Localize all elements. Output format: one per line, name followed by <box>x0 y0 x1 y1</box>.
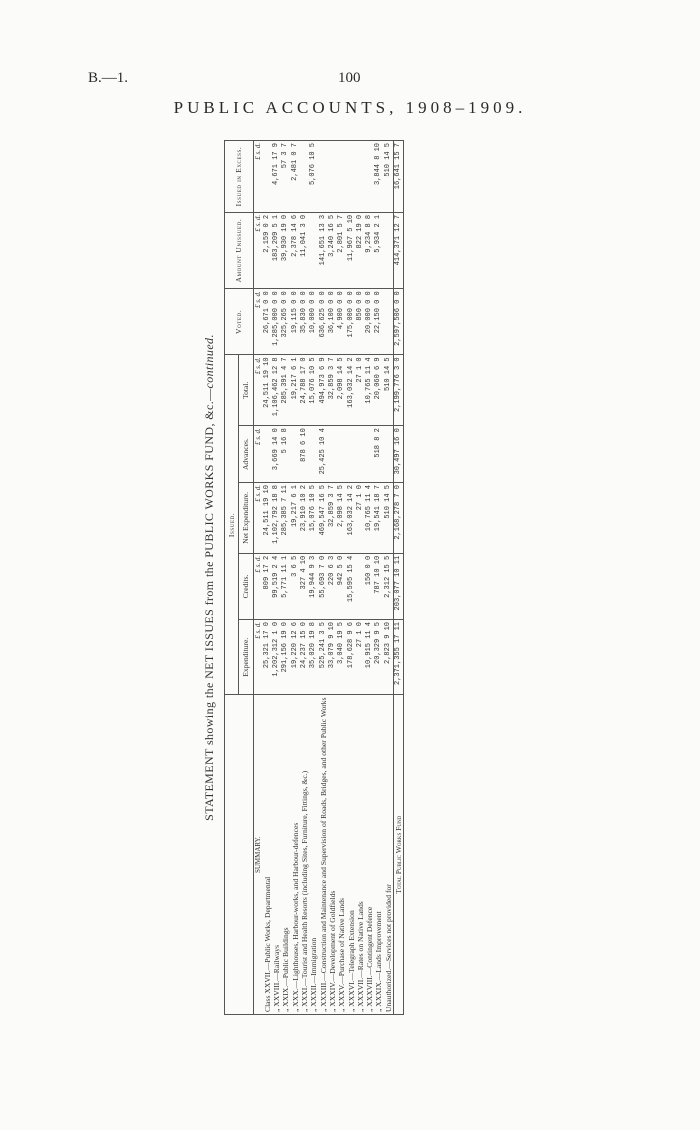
cell-credits: 809 17 2 <box>263 553 272 619</box>
cell-excess <box>328 141 337 213</box>
cell-advances <box>356 426 365 483</box>
cell-advances <box>309 426 318 483</box>
table-row <box>328 141 337 1015</box>
cell-excess: 510 14 5 <box>384 141 394 213</box>
cell-excess <box>356 141 365 213</box>
table-row <box>356 141 365 1015</box>
total-credits: 203,077 10 11 <box>394 553 404 619</box>
cell-credits: 787 10 10 <box>374 553 383 619</box>
cell-net: 24,511 19 10 <box>263 483 272 554</box>
cell-excess: 3,844 8 10 <box>374 141 383 213</box>
cell-advances <box>347 426 356 483</box>
cell-unissued: 2,801 5 7 <box>337 212 346 288</box>
row-label: Class XXVII.—Public Works, Departmental <box>263 695 272 1015</box>
table-row <box>347 141 356 1015</box>
cell-total: 1,106,462 12 8 <box>272 355 281 426</box>
cell-credits: 19,944 9 3 <box>309 553 318 619</box>
cell-expenditure: 2,823 9 10 <box>384 619 394 694</box>
cell-net: 32,859 3 7 <box>328 483 337 554</box>
cell-unissued: 9,234 8 8 <box>365 212 374 288</box>
header-advances: Advances. <box>239 426 253 483</box>
cell-unissued <box>309 212 318 288</box>
row-label: „ XXXVI.—Telegraph Extension <box>347 695 356 1015</box>
cell-voted: 4,900 0 0 <box>337 289 346 355</box>
statement-caption <box>202 140 217 1015</box>
cell-total: 10,765 11 4 <box>365 355 374 426</box>
cell-net: 469,547 16 5 <box>319 483 328 554</box>
cell-expenditure: 525,241 3 5 <box>319 619 328 694</box>
cell-total: 163,032 14 2 <box>347 355 356 426</box>
cell-credits: 15,595 15 4 <box>347 553 356 619</box>
cell-advances: 3,669 14 0 <box>272 426 281 483</box>
cell-voted: 20,000 0 0 <box>365 289 374 355</box>
cell-credits: 327 4 10 <box>300 553 309 619</box>
header-issued: Issued. <box>225 355 239 695</box>
cell-total: 27 1 0 <box>356 355 365 426</box>
row-label: „ XXXVII.—Rates on Native Lands <box>356 695 365 1015</box>
cell-excess <box>347 141 356 213</box>
cell-voted: 175,000 0 0 <box>347 289 356 355</box>
cell-total: 19,217 6 1 <box>291 355 300 426</box>
cell-credits: 3 6 5 <box>291 553 300 619</box>
row-label: „ XXX.—Lighthouses, Harbour-works, and Harbour-defences <box>291 695 300 1015</box>
cell-voted: 1,285,000 0 0 <box>272 289 281 355</box>
cell-advances <box>328 426 337 483</box>
statement-caption-continued: continued. <box>202 334 216 389</box>
cell-voted: 35,830 0 0 <box>300 289 309 355</box>
cell-expenditure: 10,915 11 4 <box>365 619 374 694</box>
cell-net: 27 1 0 <box>356 483 365 554</box>
row-label: „ XXXVIII.—Contingent Defence <box>365 695 374 1015</box>
total-advances: 30,497 16 0 <box>394 426 404 483</box>
cell-voted: 10,000 0 0 <box>309 289 318 355</box>
cell-total: 24,511 19 10 <box>263 355 272 426</box>
cell-expenditure: 178,628 9 6 <box>347 619 356 694</box>
cell-credits: 220 6 3 <box>328 553 337 619</box>
units-row <box>253 141 263 1015</box>
units-cell: £ s. d. <box>253 483 263 554</box>
cell-unissued: 39,930 19 0 <box>281 212 290 288</box>
row-label: „ XXXI.—Tourist and Health Resorts (including Sites, Furniture, Fittings, &c.) <box>300 695 309 1015</box>
cell-advances <box>337 426 346 483</box>
total-expenditure: 2,371,355 17 11 <box>394 619 404 694</box>
cell-credits: 150 0 0 <box>365 553 374 619</box>
header-credits: Credits. <box>239 553 253 619</box>
header-expenditure: Expenditure. <box>239 619 253 694</box>
cell-advances: 5 16 8 <box>281 426 290 483</box>
cell-voted <box>384 289 394 355</box>
cell-voted: 19,115 0 0 <box>291 289 300 355</box>
cell-expenditure: 25,321 17 0 <box>263 619 272 694</box>
cell-expenditure: 291,156 19 0 <box>281 619 290 694</box>
cell-excess <box>365 141 374 213</box>
cell-voted: 850 0 0 <box>356 289 365 355</box>
cell-excess: 5,076 10 5 <box>309 141 318 213</box>
cell-unissued: 2,159 0 2 <box>263 212 272 288</box>
cell-excess: 57 3 7 <box>281 141 290 213</box>
cell-voted: 325,265 0 0 <box>281 289 290 355</box>
total-row <box>394 141 404 1015</box>
cell-expenditure: 19,220 12 6 <box>291 619 300 694</box>
table-row <box>263 141 272 1015</box>
table-row <box>384 141 394 1015</box>
cell-expenditure: 1,202,312 1 0 <box>272 619 281 694</box>
total-net: 2,168,278 7 0 <box>394 483 404 554</box>
cell-expenditure: 35,020 19 8 <box>309 619 318 694</box>
cell-expenditure: 3,040 19 5 <box>337 619 346 694</box>
row-label: „ XXXV.—Purchase of Native Lands <box>337 695 346 1015</box>
cell-unissued: 11,967 5 10 <box>347 212 356 288</box>
table-row <box>337 141 346 1015</box>
cell-net: 285,385 7 11 <box>281 483 290 554</box>
header-issued-in-excess: Issued in Excess. <box>225 141 254 213</box>
units-cell: £ s. d. <box>253 619 263 694</box>
statement-caption-main: STATEMENT showing the NET ISSUES from the PUBLIC WORKS FUND, &c.— <box>202 388 216 821</box>
cell-excess <box>263 141 272 213</box>
cell-net: 1,102,792 18 8 <box>272 483 281 554</box>
cell-excess <box>300 141 309 213</box>
units-cell: £ s. d. <box>253 212 263 288</box>
total-label: Total Public Works Fund <box>394 695 404 1015</box>
total-excess: 16,641 15 7 <box>394 141 404 213</box>
header-amount-unissued: Amount Unissued. <box>225 212 254 288</box>
row-label: „ XXXII.—Immigration <box>309 695 318 1015</box>
header-voted: Voted. <box>225 289 254 355</box>
cell-total: 32,859 3 7 <box>328 355 337 426</box>
cell-unissued: 11,041 3 0 <box>300 212 309 288</box>
rotated-statement-region <box>200 140 490 1015</box>
table-row <box>300 141 309 1015</box>
row-label: „ XXXIII.—Construction and Maintenance and Supervision of Roads, Bridges, and other Public Works <box>319 695 328 1015</box>
cell-net: 19,541 18 7 <box>374 483 383 554</box>
cell-credits: 942 5 0 <box>337 553 346 619</box>
header-summary <box>225 695 254 1015</box>
cell-net: 23,910 10 2 <box>300 483 309 554</box>
cell-credits: 99,519 2 4 <box>272 553 281 619</box>
statement-table-container <box>200 140 490 1015</box>
cell-total: 20,060 6 9 <box>374 355 383 426</box>
cell-expenditure: 20,329 9 5 <box>374 619 383 694</box>
cell-unissued <box>384 212 394 288</box>
units-cell: £ s. d. <box>253 289 263 355</box>
cell-unissued: 3,240 16 5 <box>328 212 337 288</box>
cell-expenditure: 33,079 9 10 <box>328 619 337 694</box>
cell-total: 285,391 4 7 <box>281 355 290 426</box>
total-voted: 2,597,506 0 0 <box>394 289 404 355</box>
table-row <box>272 141 281 1015</box>
cell-voted: 26,671 0 0 <box>263 289 272 355</box>
cell-net: 19,217 6 1 <box>291 483 300 554</box>
units-cell: £ s. d. <box>253 355 263 426</box>
table-row <box>365 141 374 1015</box>
cell-total: 494,973 6 9 <box>319 355 328 426</box>
header-total: Total. <box>239 355 253 426</box>
page-header-left: B.—1. <box>88 70 129 86</box>
statement-body <box>253 141 404 1015</box>
cell-unissued: 141,651 13 3 <box>319 212 328 288</box>
statement-table <box>224 140 404 1015</box>
cell-total: 24,788 17 0 <box>300 355 309 426</box>
cell-net: 510 14 5 <box>384 483 394 554</box>
cell-voted: 36,100 0 0 <box>328 289 337 355</box>
cell-credits: 2,312 15 5 <box>384 553 394 619</box>
cell-credits: 5,771 11 1 <box>281 553 290 619</box>
cell-total: 15,076 10 5 <box>309 355 318 426</box>
cell-total: 2,098 14 5 <box>337 355 346 426</box>
cell-excess <box>319 141 328 213</box>
cell-unissued: 822 19 0 <box>356 212 365 288</box>
header-net-expenditure: Net Expenditure. <box>239 483 253 554</box>
cell-unissued: 5,934 2 1 <box>374 212 383 288</box>
total-total: 2,199,776 3 0 <box>394 355 404 426</box>
cell-net: 15,076 10 5 <box>309 483 318 554</box>
row-label: Unauthorized.—Services not provided for <box>384 695 394 1015</box>
cell-credits <box>356 553 365 619</box>
cell-credits: 55,693 7 0 <box>319 553 328 619</box>
cell-advances <box>384 426 394 483</box>
table-row <box>291 141 300 1015</box>
table-row <box>309 141 318 1015</box>
cell-expenditure: 27 1 0 <box>356 619 365 694</box>
page-title: PUBLIC ACCOUNTS, 1908–1909. <box>173 98 527 117</box>
cell-total: 510 14 5 <box>384 355 394 426</box>
units-cell: £ s. d. <box>253 141 263 213</box>
units-cell: £ s. d. <box>253 553 263 619</box>
page-number: 100 <box>338 70 361 86</box>
cell-advances <box>263 426 272 483</box>
cell-excess: 2,481 0 7 <box>291 141 300 213</box>
cell-advances: 878 6 10 <box>300 426 309 483</box>
row-label: „ XXXIV.—Development of Goldfields <box>328 695 337 1015</box>
cell-voted: 22,150 0 0 <box>374 289 383 355</box>
cell-net: 2,098 14 5 <box>337 483 346 554</box>
cell-excess <box>337 141 346 213</box>
cell-expenditure: 24,237 15 0 <box>300 619 309 694</box>
table-row <box>374 141 383 1015</box>
cell-unissued: 183,209 5 1 <box>272 212 281 288</box>
row-label: „ XXVIII.—Railways <box>272 695 281 1015</box>
cell-unissued: 2,378 14 6 <box>291 212 300 288</box>
cell-advances: 25,425 10 4 <box>319 426 328 483</box>
cell-net: 10,765 11 4 <box>365 483 374 554</box>
total-unissued: 414,371 12 7 <box>394 212 404 288</box>
cell-net: 163,032 14 2 <box>347 483 356 554</box>
summary-label: SUMMARY. <box>253 695 263 1015</box>
cell-advances: 518 8 2 <box>374 426 383 483</box>
cell-advances <box>365 426 374 483</box>
table-row <box>319 141 328 1015</box>
cell-voted: 636,625 0 0 <box>319 289 328 355</box>
cell-excess: 4,671 17 9 <box>272 141 281 213</box>
row-label: „ XXXIX.—Lands Improvement <box>374 695 383 1015</box>
cell-advances <box>291 426 300 483</box>
row-label: „ XXIX.—Public Buildings <box>281 695 290 1015</box>
table-row <box>281 141 290 1015</box>
units-cell: £ s. d. <box>253 426 263 483</box>
